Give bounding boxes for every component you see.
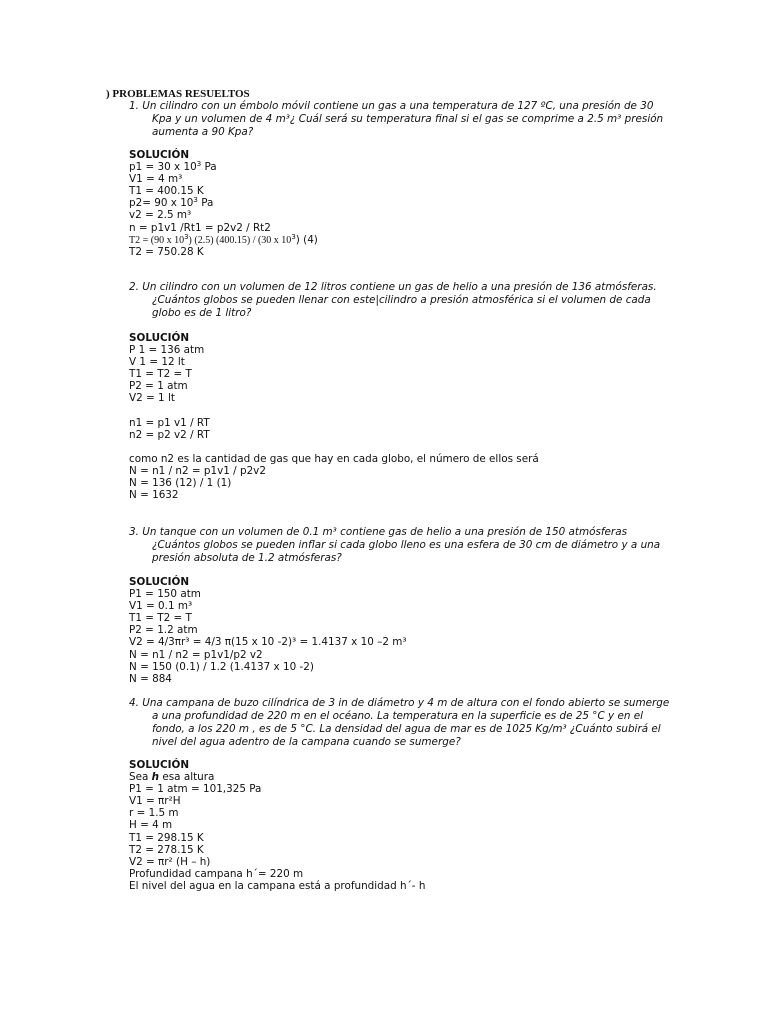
solution-line: n1 = p1 v1 / RT (129, 416, 210, 429)
solution-line: n = p1v1 /Rt1 = p2v2 / Rt2 (129, 221, 271, 234)
solution-line: T1 = 400.15 K (129, 185, 204, 198)
statement-line: ¿Cuántos globos se pueden llenar con este|cilindro a presión atmosférica si el volumen de cada (152, 294, 651, 306)
solution-line: V2 = πr² (H – h) (129, 855, 211, 868)
solution-line: Profundidad campana h´= 220 m (129, 867, 304, 880)
section-heading: ) PROBLEMAS RESUELTOS (106, 88, 250, 100)
solution-line: T2 = 278.15 K (129, 843, 204, 856)
solution-line: P2 = 1.2 atm (129, 624, 198, 637)
solution-line: T2 = 750.28 K (129, 245, 204, 258)
solution-line: N = n1 / n2 = p1v1/p2 v2 (129, 648, 263, 661)
solution-label: SOLUCIÓN (129, 149, 190, 161)
solution-line: V 1 = 12 lt (129, 356, 185, 369)
solution-line: V2 = 4/3πr³ = 4/3 π(15 x 10 -2)³ = 1.4137 x 10 –2 m³ (129, 636, 407, 649)
solution-line: T1 = 298.15 K (129, 831, 204, 844)
solution-line: V1 = 0.1 m³ (129, 600, 193, 613)
solution-line: P2 = 1 atm (129, 380, 188, 393)
statement-line: 1. Un cilindro con un émbolo móvil contiene un gas a una temperatura de 127 ºC, una presión de 30 (129, 100, 654, 112)
solution-line: T2 = (90 x $10^3$) (2.5) (400.15) / (30 x $10^3$) (4) (129, 232, 318, 246)
variable-h: h (151, 771, 160, 784)
problem-1-solution (129, 149, 318, 258)
solution-line: V1 = 4 m³ (129, 173, 183, 186)
statement-line: Kpa y un volumen de 4 m³¿ Cuál será su temperatura final si el gas se comprime a 2.5 m³ presión (152, 113, 664, 125)
problem-2-solution (129, 332, 539, 501)
statement-line: 2. Un cilindro con un volumen de 12 litros contiene un gas de helio a una presión de 136 atmósferas. (129, 281, 657, 293)
problem-4-statement (129, 697, 689, 749)
solution-line: H = 4 m (129, 819, 173, 832)
solution-line: como n2 es la cantidad de gas que hay en cada globo, el número de ellos será (129, 452, 539, 465)
problem-3-statement (129, 526, 669, 565)
solution-line: T1 = T2 = T (129, 612, 192, 625)
solution-line: v2 = 2.5 m³ (129, 209, 192, 222)
solution-line: N = 136 (12) / 1 (1) (129, 477, 232, 490)
solution-line: V1 = πr²H (129, 795, 181, 808)
solution-line: N = 884 (129, 672, 172, 685)
statement-line: a una profundidad de 220 m en el océano. La temperatura en la superficie es de 25 °C y en el (152, 710, 644, 722)
problem-1-statement (129, 100, 669, 139)
solution-line: El nivel del agua en la campana está a profundidad h´- h (129, 879, 426, 892)
solution-line: P 1 = 136 atm (129, 344, 205, 357)
statement-line: ¿Cuántos globos se pueden inflar si cada globo lleno es una esfera de 30 cm de diámetro y a una (152, 539, 661, 551)
solution-line: N = 150 (0.1) / 1.2 (1.4137 x 10 -2) (129, 660, 314, 673)
solution-line: P1 = 1 atm = 101,325 Pa (129, 783, 262, 796)
solution-label: SOLUCIÓN (129, 759, 190, 771)
statement-line: fondo, a los 220 m , es de 5 °C. La densidad del agua de mar es de 1025 Kg/m³ ¿Cuánto subirá el (152, 723, 661, 735)
statement-line: aumenta a 90 Kpa? (152, 126, 254, 138)
statement-line: presión absoluta de 1.2 atmósferas? (152, 552, 342, 564)
solution-line: p1 = 30 x $10^3$ Pa (129, 160, 217, 174)
problem-3-solution (129, 576, 407, 685)
problem-4-solution (129, 759, 425, 892)
problem-2-statement (129, 281, 669, 320)
solution-line: n2 = p2 v2 / RT (129, 428, 210, 441)
solution-line: V2 = 1 lt (129, 392, 175, 405)
solution-line: P1 = 150 atm (129, 588, 201, 601)
solution-line: N = 1632 (129, 489, 179, 502)
solution-line: Sea h esa altura (129, 771, 215, 784)
solution-line: N = n1 / n2 = p1v1 / p2v2 (129, 465, 266, 478)
solution-line: T1 = T2 = T (129, 368, 192, 381)
solution-line: p2= 90 x $10^3$ Pa (129, 196, 214, 210)
statement-line: nivel del agua adentro de la campana cuando se sumerge? (152, 736, 461, 748)
statement-line: globo es de 1 litro? (152, 307, 252, 319)
solution-line: r = 1.5 m (129, 807, 179, 820)
statement-line: 3. Un tanque con un volumen de 0.1 m³ contiene gas de helio a una presión de 150 atmósferas (129, 526, 627, 538)
solution-label: SOLUCIÓN (129, 576, 190, 588)
solution-label: SOLUCIÓN (129, 332, 190, 344)
statement-line: 4. Una campana de buzo cilíndrica de 3 in de diámetro y 4 m de altura con el fondo abierto se sumerge (129, 697, 670, 709)
